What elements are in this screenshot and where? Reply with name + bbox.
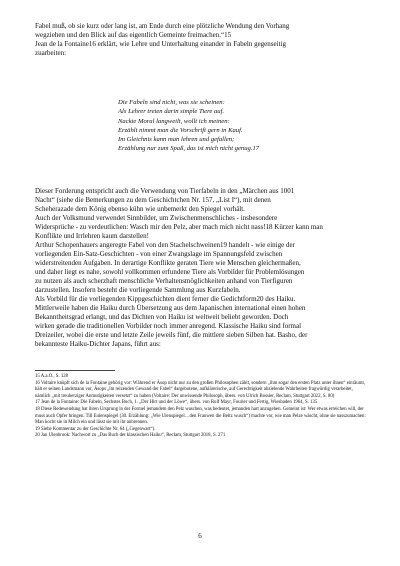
footnote: 16 Voltaire knüpft sich de la Fontaine gehörig vor: Während er Äsop nicht nur zu den großen Philosophen zählt, sondern „ihm sogar den ersten Platz unter ihnen“ einräumt, hält er seinen Landsmann vor, Äsops „im reizenden Gewand der Fabel“ dargebotene, aufklärerische, auf Gerechtigkeit abzielende Wahrheiten fragwürdig verarbeitet, nämlich „mit treuherziger Anmutigkeiten versetzt“ zu haben (Voltaire: Der unwissende Philosoph, übers. von Ulrich Bossier, Reclam, Stuttgart 2022, S. 80): [35, 380, 365, 399]
paragraph-body: Dieser Forderung entspricht auch die Verwendung von Tierfabeln in den „Märchen aus 1001 Nacht“ (siehe die Bemerkungen zu dem Geschichtchen Nr. 157, „List I“), mit denen Scheherazade dem König ebenso kühn wie unbemerkt den Spiegel vorhält. Auch der Volksmund verwendet Sinnbilder, um Zwischenmenschliches - insbesondere Widersprüche - zu verdeutlichen: Wasch mir den Pelz, aber mach mich nicht nass!18 Kürzer kann man Konflikte und Irrlehren kaum darstellen! Arthur Schopenhauers angeregte Fabel von den Stachelschweinen19 handelt - wie einige der vorliegenden Ein-Satz-Geschichten - von einer Zwangslage im Spannungsfeld zwischen widerstreitenden Aufgaben. In derartige Konflikte geraten Tiere wie Menschen gleichermaßen, und daher liegt es nahe, sowohl vollkommen erfundene Tiere als Vorbilder für Problemlösungen zu nutzen als auch scherzhaft menschliche Verhaltensmöglichkeiten anhand von Tierfiguren darzustellen. Insofern besteht die vorliegende Sammlung aus Kurzfabeln. Als Vorbild für die vorliegenden Kippgeschichten dient ferner die Gedichtform20 des Haiku. Mittlerweile haben die Haiku durch Übersetzung aus dem Japanischen international einen hohen Bekanntheitsgrad erlangt, und das Dichten von Haiku ist weltweit beliebt geworden. Doch wirken gerade die traditionellen Vorbilder noch immer anregend. Klassische Haiku sind formal Dreizeiler, wobei die erste und letzte Zeile jeweils fünf, die mittlere sieben Silben hat. Basho, der bekannteste Haiku-Dichter Japans, führt aus:: [35, 187, 323, 348]
poem-quote: Die Fabeln sind nicht, was sie scheinen: Als Lehrer treten darin simple Tiere auf. Nackte Moral langweilt, wollt ich meinen: Erzählt nimmt man die Vorschrift gern in Kauf. Im Gleichnis kann man lehren und gefallen; Erzählung nur zum Spaß, das ist mich nicht genug.17: [118, 99, 260, 153]
footnote: 15 A.a.O., S. 128: [35, 374, 69, 379]
footnote: 18 Diese Redewendung hat ihren Ursprung in der Formel jemandem den Pelz waschen, was bedeutet, jemanden hart anzugehen. Gemeint ist: Wer etwas erreichen will, der muss auch Opfer bringen. Till Eulenspiegel (30. Erzählung: „Wie Ulenspiegel…den Frauwen die Beltz wusch“) machte vor, wie man Pelze wäscht, ohne sie nasszumachen: Man kocht sie in Milch ein und lässt sie mit ihr anbrennen.: [35, 406, 366, 426]
footnote-separator: [35, 370, 115, 371]
footnote-list: [35, 374, 367, 440]
footnote: 20 Jan Ulenbrook: Nachwort zu „Das Buch der klassischen Haiku“, Reclam, Stuttgart 2018, S. 271: [35, 433, 226, 439]
paragraph-intro: Fabel muß, ob sie kurz oder lang ist, am Ende durch eine plötzliche Wendung den Vorhang wegziehen und den Blick auf das eigentlich Gemeinte freimachen.“15 Jean de la Fontaine16 erklärt, wie Lehre und Unterhaltung einander in Fabeln gegenseitig zuarbeiten:: [35, 22, 290, 57]
page-number: 6: [198, 532, 202, 540]
footnote: 17 Jean de la Fontaine: Die Fabeln, Sechstes Buch, 1. „Der Hirt und der Löwe“, übers. von Rolf Mayr, Fourier und Fertig, Wiesbaden 1964, S. 135: [35, 400, 318, 406]
footnote: 19 Siehe Kommentar zu der Geschichte Nr. 64 („Gegenwart“).: [35, 426, 156, 432]
